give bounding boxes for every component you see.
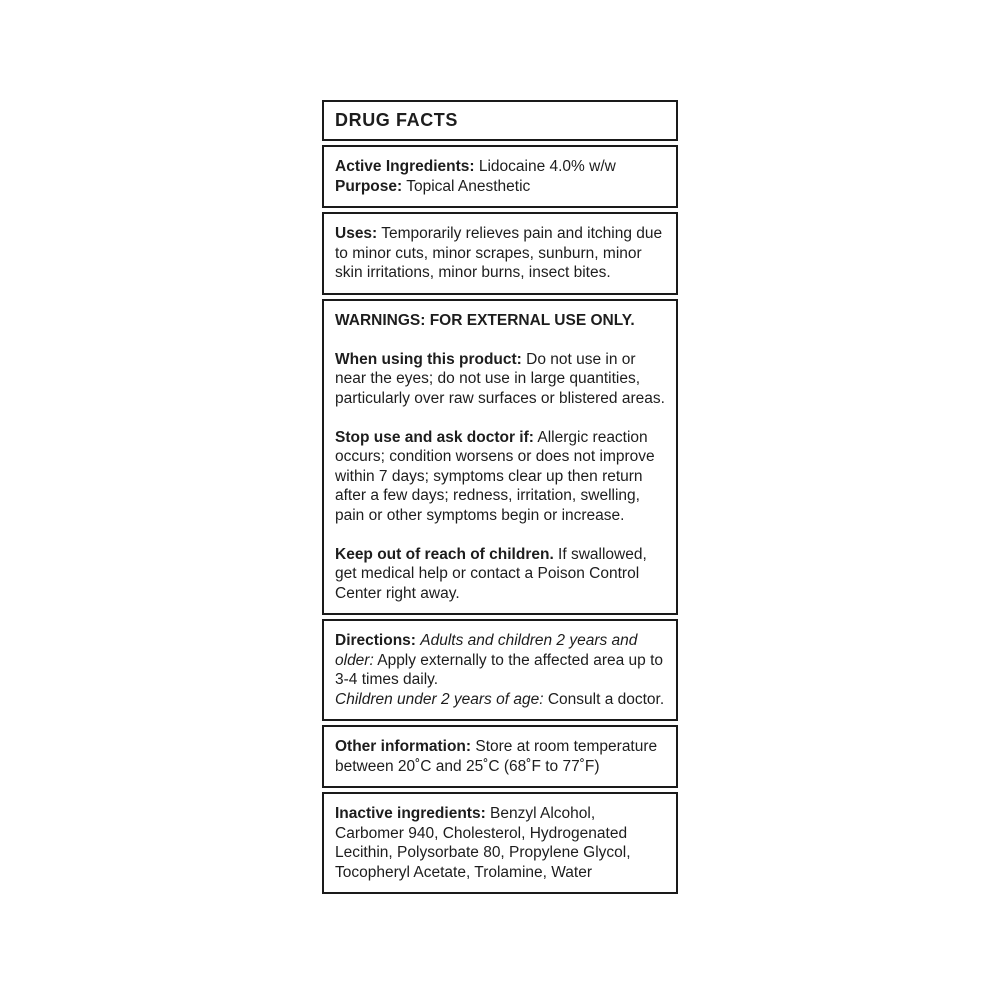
paragraph — [335, 690, 665, 710]
section-other-information — [322, 725, 678, 788]
section-warnings — [322, 299, 678, 616]
text-run: Children under 2 years of age: — [335, 690, 544, 708]
text-run: Uses: — [335, 225, 378, 242]
text-run: Allergic reaction occurs; condition worsens or does not improve within 7 days; symptoms clear up then return after a few days; redness, irritation, swelling, pain or other symptoms begin or increase. — [335, 428, 655, 524]
paragraph — [335, 311, 665, 331]
text-run: Lidocaine 4.0% w/w — [474, 158, 616, 175]
paragraph — [335, 157, 665, 177]
text-run: Purpose: — [335, 177, 403, 195]
text-run: Topical Anesthetic — [402, 177, 531, 195]
text-run: Benzyl Alcohol, Carbomer 940, Cholesterol, Hydrogenated Lecithin, Polysorbate 80, Propylene Glycol, Tocopheryl Acetate, Trolamine, Water — [335, 805, 631, 881]
text-run: WARNINGS: FOR EXTERNAL USE ONLY. — [335, 311, 635, 329]
drug-facts-title: DRUG FACTS — [335, 110, 458, 130]
text-run: Inactive ingredients: — [335, 805, 486, 822]
paragraph — [335, 737, 665, 776]
text-run: Other information: — [335, 738, 472, 755]
paragraph — [335, 428, 665, 526]
text-run: Apply externally to the affected area up to 3-4 times daily. — [335, 651, 664, 688]
drug-facts-panel — [322, 100, 678, 898]
section-directions — [322, 619, 678, 721]
paragraph — [335, 545, 665, 604]
paragraph — [335, 350, 665, 409]
paragraph — [335, 224, 665, 283]
section-title — [322, 100, 678, 141]
paragraph — [335, 177, 665, 197]
text-run: When using this product: — [335, 350, 522, 368]
section-inactive-ingredients — [322, 792, 678, 894]
section-uses — [322, 212, 678, 295]
sections — [322, 145, 678, 894]
text-run: Directions: — [335, 632, 416, 649]
section-active-ingredients — [322, 145, 678, 208]
text-run: Keep out of reach of children. — [335, 545, 554, 563]
text-run: Do not use in or near the eyes; do not use in large quantities, particularly over raw surfaces or blistered areas. — [335, 350, 665, 407]
text-run: Stop use and ask doctor if: — [335, 428, 534, 446]
text-run: Temporarily relieves pain and itching due to minor cuts, minor scrapes, sunburn, minor skin irritations, minor burns, insect bites. — [335, 225, 663, 281]
text-run: Adults and children 2 years and older: — [335, 632, 638, 669]
paragraph — [335, 804, 665, 882]
paragraph — [335, 631, 665, 690]
text-run: Store at room temperature between 20˚C and 25˚C (68˚F to 77˚F) — [335, 738, 658, 775]
text-run: If swallowed, get medical help or contact a Poison Control Center right away. — [335, 545, 647, 602]
text-run: Consult a doctor. — [543, 690, 665, 708]
text-run: Active Ingredients: — [335, 158, 475, 175]
